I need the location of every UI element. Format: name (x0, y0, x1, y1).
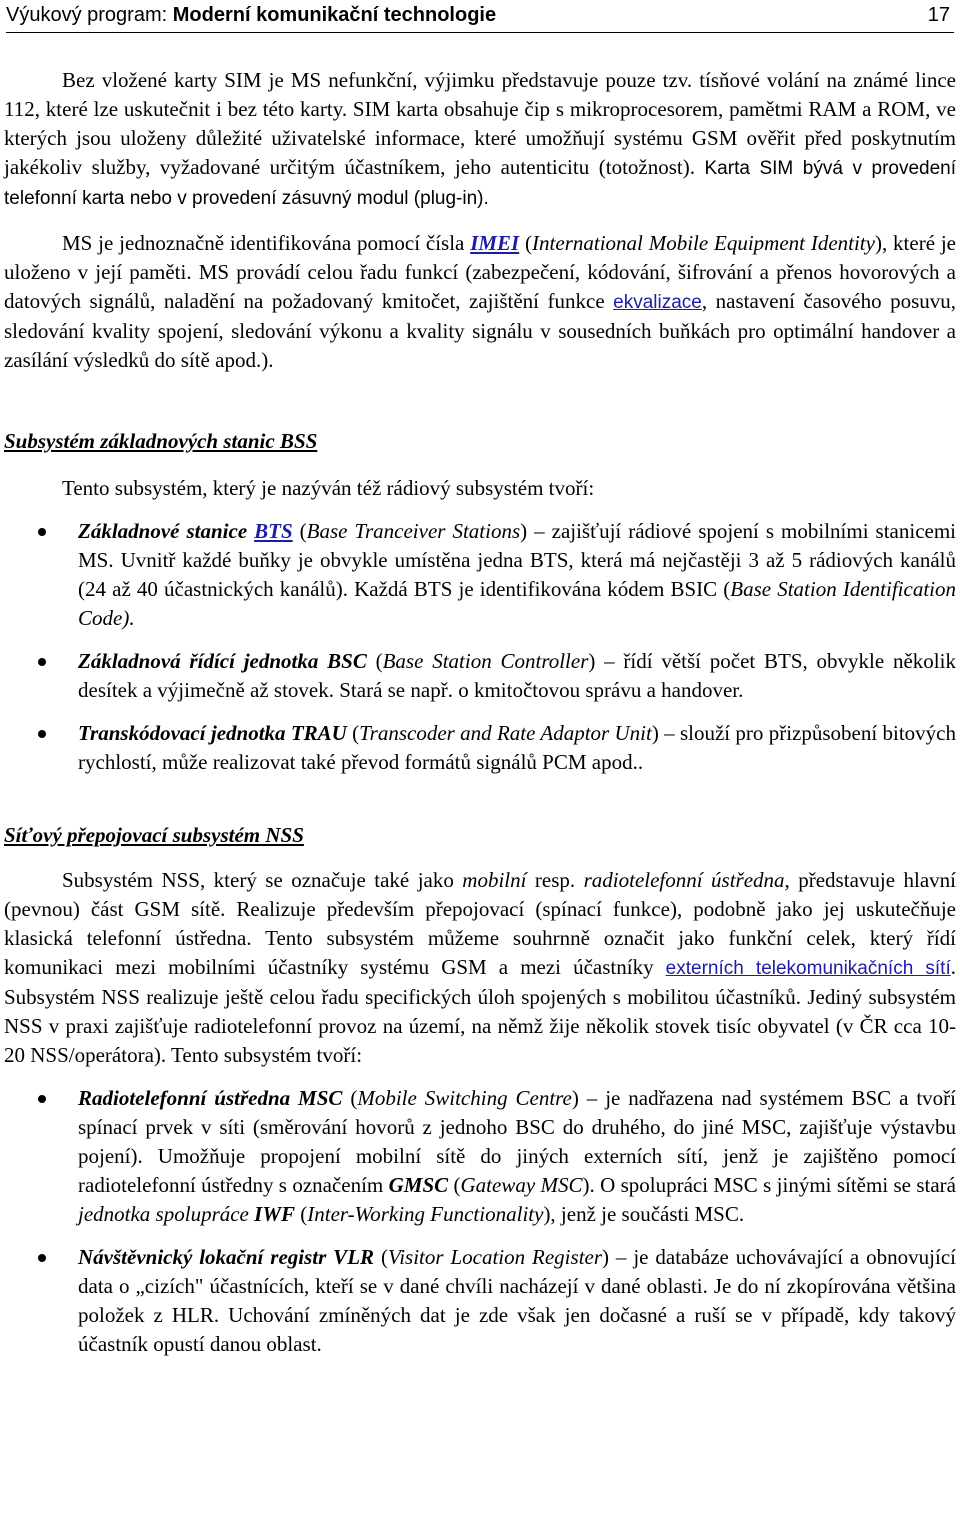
header-title: Výukový program: Moderní komunikační technologie (6, 4, 497, 26)
list-item (4, 517, 956, 633)
paragraph-nss: Subsystém NSS, který se označuje také jako mobilní resp. radiotelefonní ústředna, představuje hlavní (pevnou) část GSM sítě. Realizuje především přepojovací (spínací funkce), podobně jako jej uskutečňuje klasická telefonní ústředna. Tento subsystém můžeme souhrnně označit jako funkční celek, který řídí komunikaci mezi mobilními účastníky systému GSM a mezi účastníky externích telekomunikačních sítí. Subsystém NSS realizuje ještě celou řadu specifických úloh spojených s mobilitou účastníků. Jediný subsystém NSS v praxi zajišťuje radiotelefonní provoz na území, na němž žije několik stovek tisíc obyvatel (v ČR cca 10-20 NSS/operátora). Tento subsystém tvoří: (4, 868, 956, 1067)
page-number: 17 (927, 4, 950, 26)
bts-link[interactable]: BTS (254, 519, 293, 543)
page-header (6, 2, 954, 33)
bss-list (4, 517, 956, 777)
nss-list (4, 1084, 956, 1359)
imei-link[interactable]: IMEI (470, 231, 520, 255)
bss-intro: Tento subsystém, který je nazýván též rádiový subsystém tvoří: (62, 476, 595, 500)
bullet-icon (38, 1095, 46, 1103)
page-body (4, 66, 956, 1359)
list-item-text: Základnová řídící jednotka BSC (Base Station Controller) – řídí větší počet BTS, obvykle několik desítek a výjimečně až stovek. Stará se např. o kmitočtovou správu a handover. (78, 649, 956, 702)
list-item-text: Návštěvnický lokační registr VLR (Visitor Location Register) – je databáze uchovávající a obnovující data o „cizích" účastnících, kteří se v dané chvíli nacházejí v dané oblasti. Je do ní zkopírována většina položek z HLR. Uchování zmíněných dat je zde však jen dočasné a ruší se v případě, kdy takový účastník opustí danou oblast. (78, 1245, 956, 1356)
bullet-icon (38, 730, 46, 738)
bullet-icon (38, 1254, 46, 1262)
bss-heading: Subsystém základnových stanic BSS (4, 429, 318, 453)
list-item (4, 647, 956, 705)
list-item-text: Základnové stanice BTS (Base Tranceiver Stations) – zajišťují rádiové spojení s mobilními stanicemi MS. Uvnitř každé buňky je obvykle umístěna jedna BTS, která má nejčastěji 3 až 5 rádiových kanálů (24 až 40 účastnických kanálů). Každá BTS je identifikována kódem BSIC (Base Station Identification Code). (78, 519, 957, 630)
nss-heading: Síťový přepojovací subsystém NSS (4, 823, 304, 847)
header-title-bold: Moderní komunikační technologie (172, 4, 497, 26)
list-item (4, 719, 956, 777)
bullet-icon (38, 658, 46, 666)
ekvalizace-link[interactable]: ekvalizace (613, 292, 702, 313)
list-item (4, 1084, 956, 1229)
paragraph-ms: MS je jednoznačně identifikována pomocí čísla IMEI (International Mobile Equipment Identity), které je uloženo v její paměti. MS provádí celou řadu funkcí (zabezpečení, kódování, šifrování a přenos hovorových a datových signálů, naladění na požadovaný kmitočet, zajištění funkce ekvalizace, nastavení časového posuvu, sledování kvality spojení, sledování výkonu a kvality signálu v sousedních buňkách pro optimální handover a zasílání výsledků do sítě apod.). (4, 231, 956, 372)
external-networks-link[interactable]: externích telekomunikačních sítí (665, 958, 951, 979)
bullet-icon (38, 528, 46, 536)
list-item-text: Radiotelefonní ústředna MSC (Mobile Switching Centre) – je nadřazena nad systémem BSC a tvoří spínací prvek v síti (směrování hovorů z jednoho BSC do druhého, do jiné MSC, zajišťuje výstavbu pojení). Umožňuje propojení mobilní sítě do jiných externích sítí, jenž je zajištěno pomocí radiotelefonní ústředny s označením GMSC (Gateway MSC). O spolupráci MSC s jinými sítěmi se stará jednotka spolupráce IWF (Inter-Working Functionality), jenž je součásti MSC. (78, 1086, 956, 1226)
list-item (4, 1243, 956, 1359)
list-item-text: Transkódovací jednotka TRAU (Transcoder and Rate Adaptor Unit) – slouží pro přizpůsobení bitových rychlostí, může realizovat také převod formátů signálů PCM apod.. (78, 721, 956, 774)
paragraph-sim: Bez vložené karty SIM je MS nefunkční, výjimku představuje pouze tzv. tísňové volání na známé lince 112, které lze uskutečnit i bez této karty. SIM karta obsahuje čip s mikroprocesorem, pamětmi RAM a ROM, ve kterých jsou uloženy důležité uživatelské informace, které umožňují systému GSM ověřit před poskytnutím jakékoliv služby, vyžadované určitým účastníkem, jeho autenticitu (totožnost). Karta SIM bývá v provedení telefonní karta nebo v provedení zásuvný modul (plug-in). (4, 68, 957, 209)
